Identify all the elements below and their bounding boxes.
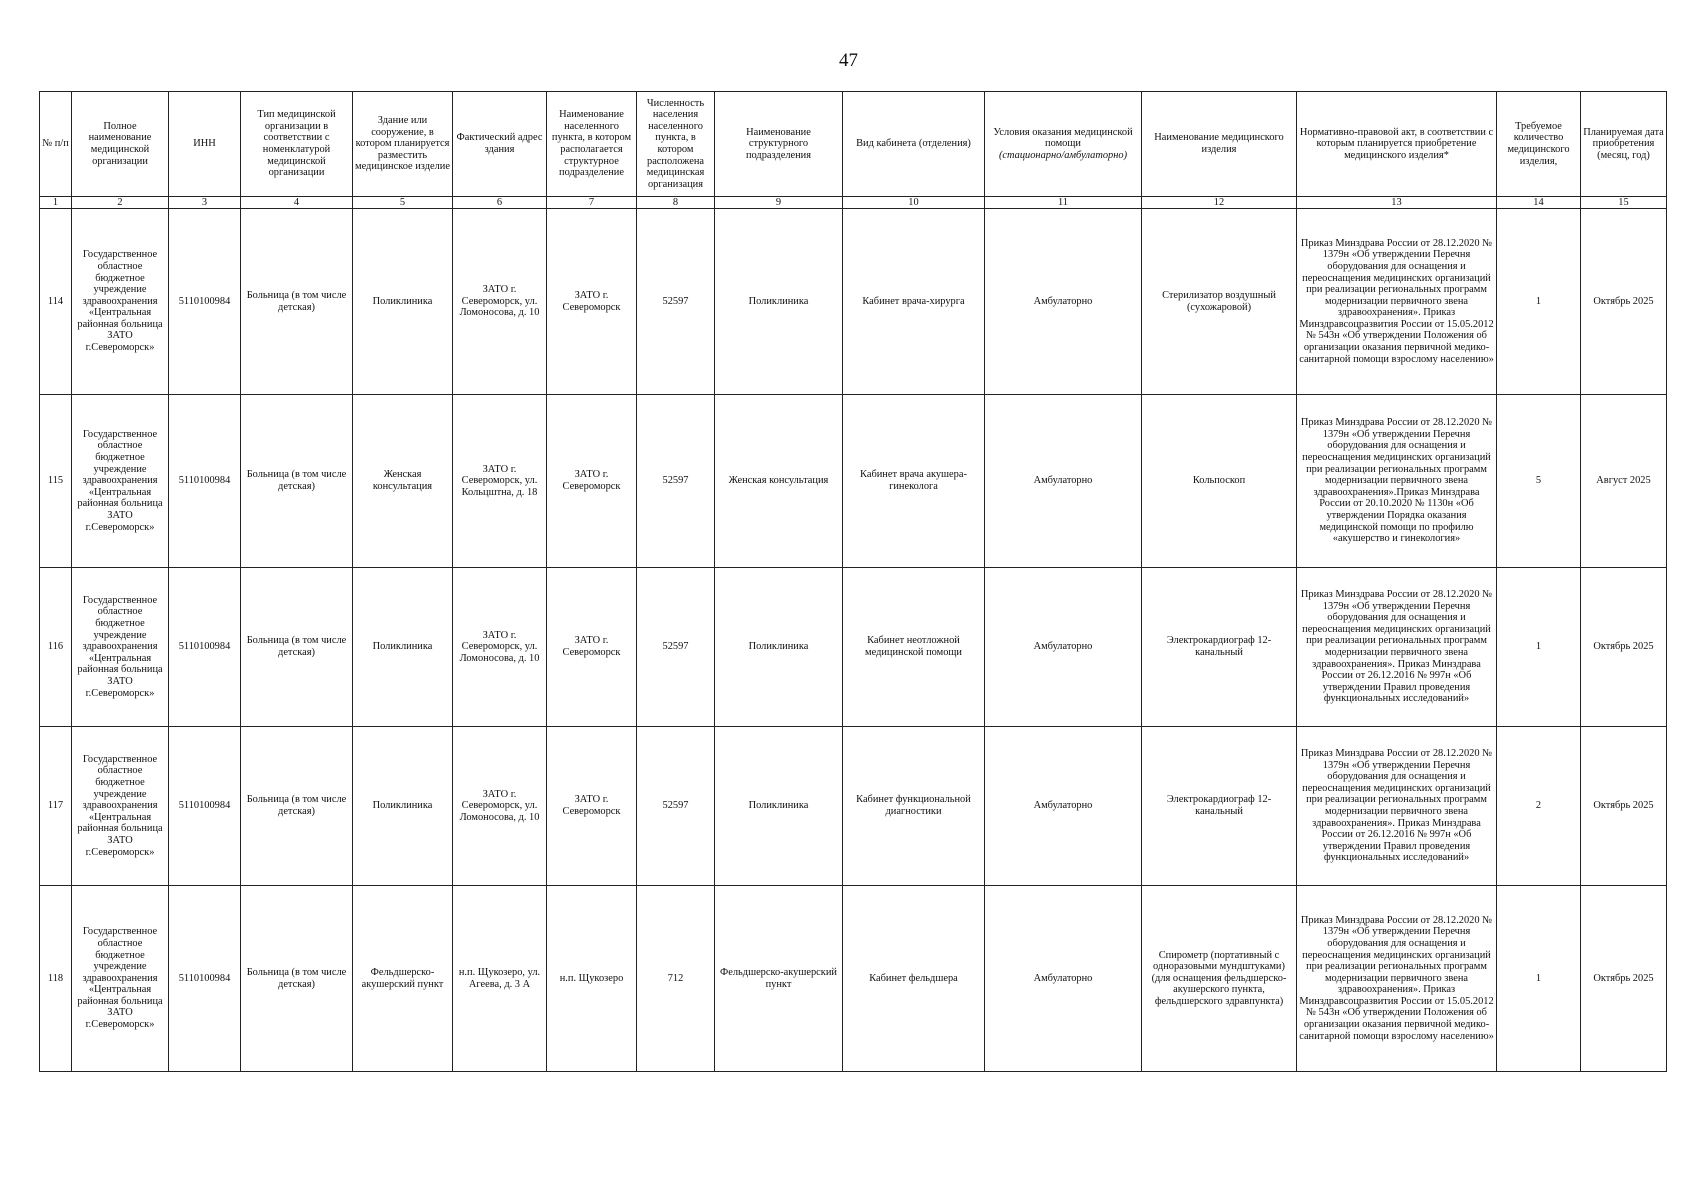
legal-act: Приказ Минздрава России от 28.12.2020 № 1379н «Об утверждении Перечня оборудования для оснащения и переоснащения медицинских организаций при реализации региональных программ модернизации первичного звена здравоохранения». Приказ Минздравсоцразвития России от 15.05.2012 № 543н «Об утверждении Положения об организации оказания первичной медико-санитарной помощи взрослому населению» [1297,886,1497,1072]
org-type: Больница (в том числе детская) [241,395,353,568]
row-number: 117 [40,727,72,886]
quantity: 1 [1497,568,1581,727]
header-conditions-label: Условия оказания медицинской помощи [993,126,1133,150]
quantity: 5 [1497,395,1581,568]
conditions: Амбулаторно [985,886,1142,1072]
address: ЗАТО г. Североморск, ул. Ломоносова, д. 10 [453,568,547,727]
population: 712 [637,886,715,1072]
unit: Поликлиника [715,727,843,886]
building: Поликлиника [353,209,453,395]
column-number: 7 [547,197,637,209]
column-number: 3 [169,197,241,209]
settlement: н.п. Щукозеро [547,886,637,1072]
settlement: ЗАТО г. Североморск [547,727,637,886]
column-number: 10 [843,197,985,209]
org-name: Государственное областное бюджетное учреждение здравоохранения «Центральная районная больница ЗАТО г.Североморск» [72,886,169,1072]
settlement: ЗАТО г. Североморск [547,568,637,727]
org-type: Больница (в том числе детская) [241,568,353,727]
header-cell: Фактический адрес здания [453,92,547,197]
org-name: Государственное областное бюджетное учреждение здравоохранения «Центральная районная больница ЗАТО г.Североморск» [72,568,169,727]
header-cell-conditions [985,92,1142,197]
column-number: 6 [453,197,547,209]
planned-date: Август 2025 [1581,395,1667,568]
planned-date: Октябрь 2025 [1581,568,1667,727]
column-number: 14 [1497,197,1581,209]
header-cell: ИНН [169,92,241,197]
header-cell: Численность населения населенного пункта, в котором расположена медицинская организация [637,92,715,197]
planned-date: Октябрь 2025 [1581,886,1667,1072]
cabinet: Кабинет неотложной медицинской помощи [843,568,985,727]
column-number: 11 [985,197,1142,209]
row-number: 118 [40,886,72,1072]
address: ЗАТО г. Североморск, ул. Ломоносова, д. 10 [453,727,547,886]
table-row [40,395,1667,568]
quantity: 1 [1497,209,1581,395]
cabinet: Кабинет врача акушера-гинеколога [843,395,985,568]
header-cell: Тип медицинской организации в соответствии с номенклатурой медицинской организации [241,92,353,197]
address: ЗАТО г. Североморск, ул. Ломоносова, д. 10 [453,209,547,395]
building: Поликлиника [353,568,453,727]
unit: Поликлиника [715,209,843,395]
header-cell: Полное наименование медицинской организации [72,92,169,197]
settlement: ЗАТО г. Североморск [547,209,637,395]
org-type: Больница (в том числе детская) [241,727,353,886]
column-number: 2 [72,197,169,209]
conditions: Амбулаторно [985,395,1142,568]
inn: 5110100984 [169,886,241,1072]
header-row [40,92,1667,197]
device: Кольпоскоп [1142,395,1297,568]
cabinet: Кабинет врача-хирурга [843,209,985,395]
header-cell: Требуемое количество медицинского изделия, [1497,92,1581,197]
legal-act: Приказ Минздрава России от 28.12.2020 № 1379н «Об утверждении Перечня оборудования для оснащения и переоснащения медицинских организаций при реализации региональных программ модернизации первичного звена здравоохранения». Приказ Минздравсоцразвития России от 15.05.2012 № 543н «Об утверждении Положения об организации оказания первичной медико-санитарной помощи взрослому населению» [1297,209,1497,395]
org-name: Государственное областное бюджетное учреждение здравоохранения «Центральная районная больница ЗАТО г.Североморск» [72,209,169,395]
column-number: 9 [715,197,843,209]
unit: Женская консультация [715,395,843,568]
address: ЗАТО г. Североморск, ул. Кольцштна, д. 18 [453,395,547,568]
column-number: 5 [353,197,453,209]
conditions: Амбулаторно [985,568,1142,727]
unit: Фельдшерско-акушерский пункт [715,886,843,1072]
header-cell: Наименование структурного подразделения [715,92,843,197]
column-number-row [40,197,1667,209]
conditions: Амбулаторно [985,209,1142,395]
table-row [40,568,1667,727]
org-name: Государственное областное бюджетное учреждение здравоохранения «Центральная районная больница ЗАТО г.Североморск» [72,727,169,886]
planned-date: Октябрь 2025 [1581,209,1667,395]
quantity: 2 [1497,727,1581,886]
unit: Поликлиника [715,568,843,727]
header-cell: Здание или сооружение, в котором планируется разместить медицинское изделие [353,92,453,197]
conditions: Амбулаторно [985,727,1142,886]
header-cell: Наименование населенного пункта, в котором располагается структурное подразделение [547,92,637,197]
header-cell: Нормативно-правовой акт, в соответствии с которым планируется приобретение медицинского изделия* [1297,92,1497,197]
header-cell: Наименование медицинского изделия [1142,92,1297,197]
page-number: 47 [839,50,858,71]
device: Электрокардиограф 12-канальный [1142,568,1297,727]
row-number: 115 [40,395,72,568]
population: 52597 [637,568,715,727]
header-conditions-note: (стационарно/амбулаторно) [998,149,1128,161]
table-row [40,209,1667,395]
settlement: ЗАТО г. Североморск [547,395,637,568]
org-name: Государственное областное бюджетное учреждение здравоохранения «Центральная районная больница ЗАТО г.Североморск» [72,395,169,568]
table-row [40,886,1667,1072]
header-cell: Планируемая дата приобретения (месяц, год) [1581,92,1667,197]
population: 52597 [637,727,715,886]
cabinet: Кабинет фельдшера [843,886,985,1072]
building: Женская консультация [353,395,453,568]
population: 52597 [637,209,715,395]
column-number: 12 [1142,197,1297,209]
inn: 5110100984 [169,568,241,727]
row-number: 114 [40,209,72,395]
device: Стерилизатор воздушный (сухожаровой) [1142,209,1297,395]
header-cell: Вид кабинета (отделения) [843,92,985,197]
device: Спирометр (портативный с одноразовыми мундштуками) (для оснащения фельдшерско-акушерского пункта, фельдшерского здравпункта) [1142,886,1297,1072]
inn: 5110100984 [169,209,241,395]
building: Поликлиника [353,727,453,886]
address: н.п. Щукозеро, ул. Агеева, д. 3 А [453,886,547,1072]
column-number: 4 [241,197,353,209]
device: Электрокардиограф 12-канальный [1142,727,1297,886]
org-type: Больница (в том числе детская) [241,886,353,1072]
inn: 5110100984 [169,395,241,568]
building: Фельдшерско-акушерский пункт [353,886,453,1072]
legal-act: Приказ Минздрава России от 28.12.2020 № 1379н «Об утверждении Перечня оборудования для оснащения и переоснащения медицинских организаций при реализации региональных программ модернизации первичного звена здравоохранения». Приказ Минздрава России от 26.12.2016 № 997н «Об утверждении Правил проведения функциональных исследований» [1297,568,1497,727]
column-number: 8 [637,197,715,209]
column-number: 13 [1297,197,1497,209]
cabinet: Кабинет функциональной диагностики [843,727,985,886]
inn: 5110100984 [169,727,241,886]
quantity: 1 [1497,886,1581,1072]
row-number: 116 [40,568,72,727]
planned-date: Октябрь 2025 [1581,727,1667,886]
column-number: 15 [1581,197,1667,209]
column-number: 1 [40,197,72,209]
equipment-table [39,91,1667,1072]
table-row [40,727,1667,886]
header-cell: № п/п [40,92,72,197]
org-type: Больница (в том числе детская) [241,209,353,395]
legal-act: Приказ Минздрава России от 28.12.2020 № 1379н «Об утверждении Перечня оборудования для оснащения и переоснащения медицинских организаций при реализации региональных программ модернизации первичного звена здравоохранения». Приказ Минздрава России от 26.12.2016 № 997н «Об утверждении Правил проведения функциональных исследований» [1297,727,1497,886]
population: 52597 [637,395,715,568]
legal-act: Приказ Минздрава России от 28.12.2020 № 1379н «Об утверждении Перечня оборудования для оснащения и переоснащения медицинских организаций при реализации региональных программ модернизации первичного звена здравоохранения».Приказ Минздрава России от 20.10.2020 № 1130н «Об утверждении Порядка оказания медицинской помощи по профилю «акушерство и гинекология» [1297,395,1497,568]
